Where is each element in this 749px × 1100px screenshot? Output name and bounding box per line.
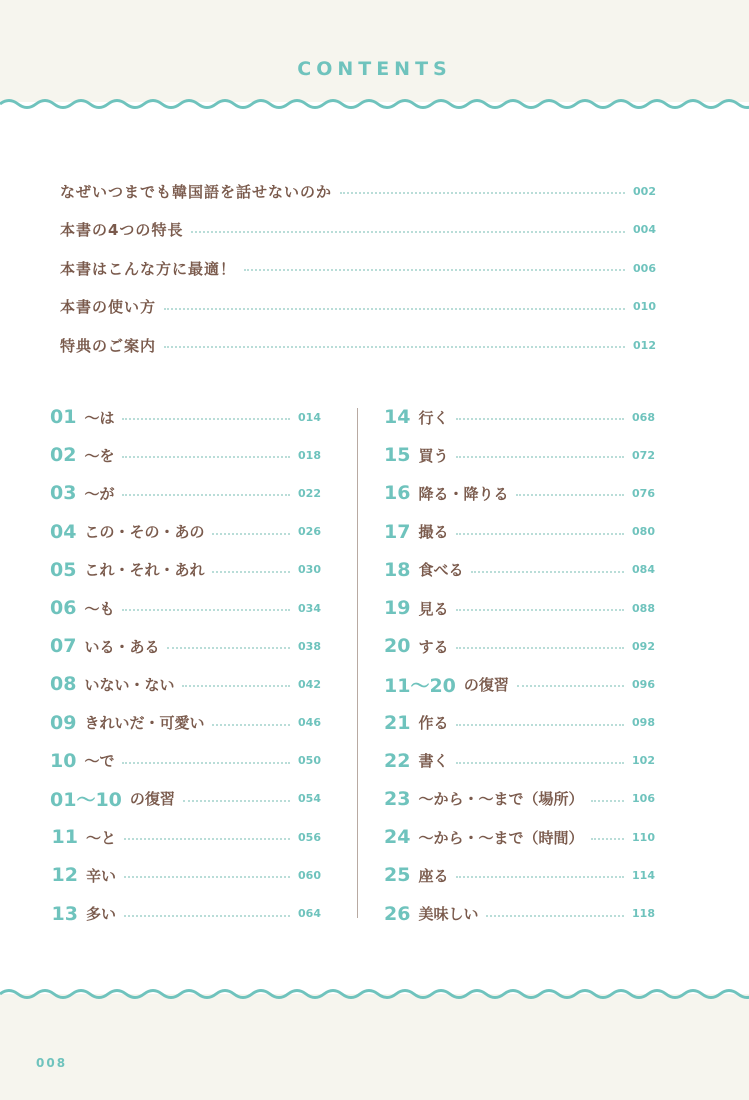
page-number: 026 xyxy=(298,525,321,539)
dot-leader xyxy=(212,533,290,535)
lesson-label: 行く xyxy=(418,408,449,427)
dot-leader xyxy=(122,418,290,420)
lesson-number: 04 xyxy=(50,520,77,543)
dot-leader xyxy=(456,533,624,535)
lesson-number: 02 xyxy=(50,444,77,467)
lesson-item[interactable] xyxy=(50,856,321,894)
page-number: 068 xyxy=(632,410,655,424)
lesson-number: 21 xyxy=(384,711,411,734)
lesson-number: 12 xyxy=(51,864,78,887)
page-number: 102 xyxy=(632,754,655,768)
lesson-number: 15 xyxy=(384,444,411,467)
page-number: 060 xyxy=(298,868,321,882)
intro-item[interactable] xyxy=(60,326,656,365)
lesson-label: ～を xyxy=(84,446,115,465)
lesson-number: 07 xyxy=(50,635,77,658)
lesson-label: これ・それ・あれ xyxy=(84,561,205,580)
lesson-label: の復習 xyxy=(463,675,509,694)
lesson-item[interactable] xyxy=(50,474,321,512)
dot-leader xyxy=(486,915,624,917)
lesson-item[interactable] xyxy=(384,894,655,932)
dot-leader xyxy=(164,308,625,310)
lesson-item[interactable] xyxy=(384,627,655,665)
lesson-item[interactable] xyxy=(50,436,321,474)
lesson-number: 09 xyxy=(50,711,77,734)
wave-border-bottom xyxy=(0,986,749,1002)
page-number: 054 xyxy=(298,792,321,806)
dot-leader xyxy=(456,724,624,726)
page-number: 012 xyxy=(633,338,656,352)
column-divider xyxy=(357,408,358,918)
lesson-item[interactable] xyxy=(50,589,321,627)
dot-leader xyxy=(164,346,625,348)
page-number: 098 xyxy=(632,716,655,730)
page-number: 080 xyxy=(632,525,655,539)
lesson-label: 座る xyxy=(418,866,449,885)
intro-item[interactable] xyxy=(60,172,656,211)
dot-leader xyxy=(122,762,290,764)
dot-leader xyxy=(456,762,624,764)
dot-leader xyxy=(456,418,624,420)
lesson-item[interactable] xyxy=(50,627,321,665)
lesson-label: ～から・～まで（時間） xyxy=(418,828,584,847)
dot-leader xyxy=(124,876,290,878)
page-number: 034 xyxy=(298,601,321,615)
lesson-item[interactable] xyxy=(384,398,655,436)
page-number: 064 xyxy=(298,907,321,921)
lesson-label: 食べる xyxy=(418,561,464,580)
intro-item-label: 特典のご案内 xyxy=(60,336,157,355)
lesson-number: 05 xyxy=(50,558,77,581)
lesson-item[interactable] xyxy=(50,704,321,742)
lesson-number: 08 xyxy=(50,673,77,696)
page-number: 042 xyxy=(298,677,321,691)
lesson-number: 20 xyxy=(384,635,411,658)
lesson-label: 書く xyxy=(418,752,449,771)
lesson-number: 22 xyxy=(384,749,411,772)
page-number: 096 xyxy=(632,677,655,691)
lesson-number: 18 xyxy=(384,558,411,581)
lesson-item[interactable] xyxy=(50,894,321,932)
page-title: CONTENTS xyxy=(297,58,452,80)
lesson-item[interactable] xyxy=(384,704,655,742)
lesson-label: の復習 xyxy=(129,790,175,809)
page-number: 106 xyxy=(632,792,655,806)
page-number: 030 xyxy=(298,563,321,577)
page-number: 050 xyxy=(298,754,321,768)
dot-leader xyxy=(212,724,290,726)
lesson-number: 26 xyxy=(384,902,411,925)
lesson-item[interactable] xyxy=(384,436,655,474)
lesson-label: 見る xyxy=(418,599,449,618)
intro-item[interactable] xyxy=(60,249,656,288)
lesson-number: 17 xyxy=(384,520,411,543)
lesson-label: 降る・降りる xyxy=(418,484,509,503)
lesson-number: 03 xyxy=(50,482,77,505)
lesson-item[interactable] xyxy=(384,474,655,512)
lesson-number: 11～20 xyxy=(384,674,456,697)
dot-leader xyxy=(124,915,290,917)
lesson-number: 13 xyxy=(51,902,78,925)
lesson-item[interactable] xyxy=(50,742,321,780)
page-number: 006 xyxy=(633,261,656,275)
dot-leader xyxy=(182,685,290,687)
lesson-label: 買う xyxy=(418,446,449,465)
page-number: 004 xyxy=(633,223,656,237)
lesson-number: 11 xyxy=(51,826,78,849)
lesson-list-right xyxy=(384,398,655,933)
lesson-label: いる・ある xyxy=(84,637,160,656)
lesson-label: ～は xyxy=(84,408,115,427)
footer-page-number: 008 xyxy=(36,1056,68,1070)
lesson-label: この・その・あの xyxy=(84,523,205,542)
dot-leader xyxy=(471,571,624,573)
page-number: 010 xyxy=(633,300,656,314)
dot-leader xyxy=(516,494,624,496)
page-number: 014 xyxy=(298,410,321,424)
lesson-number: 23 xyxy=(384,787,411,810)
lesson-number: 14 xyxy=(384,406,411,429)
dot-leader xyxy=(122,456,290,458)
lesson-label: ～も xyxy=(84,599,115,618)
lesson-number: 25 xyxy=(384,864,411,887)
dot-leader xyxy=(122,609,290,611)
page-number: 002 xyxy=(633,184,656,198)
page-number: 076 xyxy=(632,486,655,500)
page-number: 022 xyxy=(298,486,321,500)
page-number: 088 xyxy=(632,601,655,615)
dot-leader xyxy=(183,800,290,802)
lesson-label: する xyxy=(418,637,449,656)
dot-leader xyxy=(591,800,624,802)
lesson-label: 多い xyxy=(86,905,117,924)
dot-leader xyxy=(167,647,290,649)
lesson-item[interactable] xyxy=(50,818,321,856)
dot-leader xyxy=(456,456,624,458)
dot-leader xyxy=(517,685,624,687)
lesson-label: 辛い xyxy=(86,866,117,885)
page-number: 110 xyxy=(632,830,655,844)
intro-item-label: 本書の使い方 xyxy=(60,298,157,317)
lesson-label: ～から・～まで（場所） xyxy=(418,790,584,809)
intro-item-label: 本書の4つの特長 xyxy=(60,221,184,240)
page-number: 018 xyxy=(298,448,321,462)
intro-item-label: なぜいつまでも韓国語を話せないのか xyxy=(60,182,333,201)
lesson-item[interactable] xyxy=(384,742,655,780)
lesson-number: 24 xyxy=(384,826,411,849)
dot-leader xyxy=(456,876,624,878)
page-number: 092 xyxy=(632,639,655,653)
page-number: 118 xyxy=(632,907,655,921)
dot-leader xyxy=(591,838,624,840)
intro-item-label: 本書はこんな方に最適！ xyxy=(60,259,237,278)
lesson-list-left xyxy=(50,398,321,933)
page-number: 084 xyxy=(632,563,655,577)
dot-leader xyxy=(456,647,624,649)
lesson-item[interactable] xyxy=(50,551,321,589)
lesson-label: いない・ない xyxy=(84,675,175,694)
lesson-item[interactable] xyxy=(50,398,321,436)
lesson-number: 19 xyxy=(384,597,411,620)
lesson-number: 16 xyxy=(384,482,411,505)
lesson-number: 01～10 xyxy=(50,789,122,812)
lesson-number: 10 xyxy=(50,749,77,772)
lesson-item[interactable] xyxy=(384,856,655,894)
dot-leader xyxy=(124,838,290,840)
dot-leader xyxy=(212,571,290,573)
lesson-label: 作る xyxy=(418,714,449,733)
review-item[interactable] xyxy=(50,780,321,818)
page-number: 072 xyxy=(632,448,655,462)
dot-leader xyxy=(340,192,625,194)
dot-leader xyxy=(244,269,625,271)
lesson-item[interactable] xyxy=(384,780,655,818)
page-number: 114 xyxy=(632,868,655,882)
dot-leader xyxy=(456,609,624,611)
lesson-number: 06 xyxy=(50,597,77,620)
lesson-item[interactable] xyxy=(384,818,655,856)
intro-item[interactable] xyxy=(60,211,656,250)
review-item[interactable] xyxy=(384,665,655,703)
lesson-label: 美味しい xyxy=(418,905,479,924)
lesson-label: ～が xyxy=(84,484,115,503)
page-number: 046 xyxy=(298,716,321,730)
lesson-label: きれいだ・可愛い xyxy=(84,714,205,733)
lesson-number: 01 xyxy=(50,406,77,429)
dot-leader xyxy=(191,231,625,233)
lesson-item[interactable] xyxy=(50,513,321,551)
page-number: 056 xyxy=(298,830,321,844)
lesson-label: ～と xyxy=(86,828,117,847)
lesson-item[interactable] xyxy=(384,551,655,589)
lesson-item[interactable] xyxy=(50,665,321,703)
lesson-item[interactable] xyxy=(384,589,655,627)
intro-item[interactable] xyxy=(60,288,656,327)
wave-border-top xyxy=(0,96,749,112)
page-number: 038 xyxy=(298,639,321,653)
intro-list xyxy=(60,172,656,365)
lesson-label: 撮る xyxy=(418,523,449,542)
lesson-label: ～で xyxy=(84,752,115,771)
lesson-item[interactable] xyxy=(384,513,655,551)
dot-leader xyxy=(122,494,290,496)
